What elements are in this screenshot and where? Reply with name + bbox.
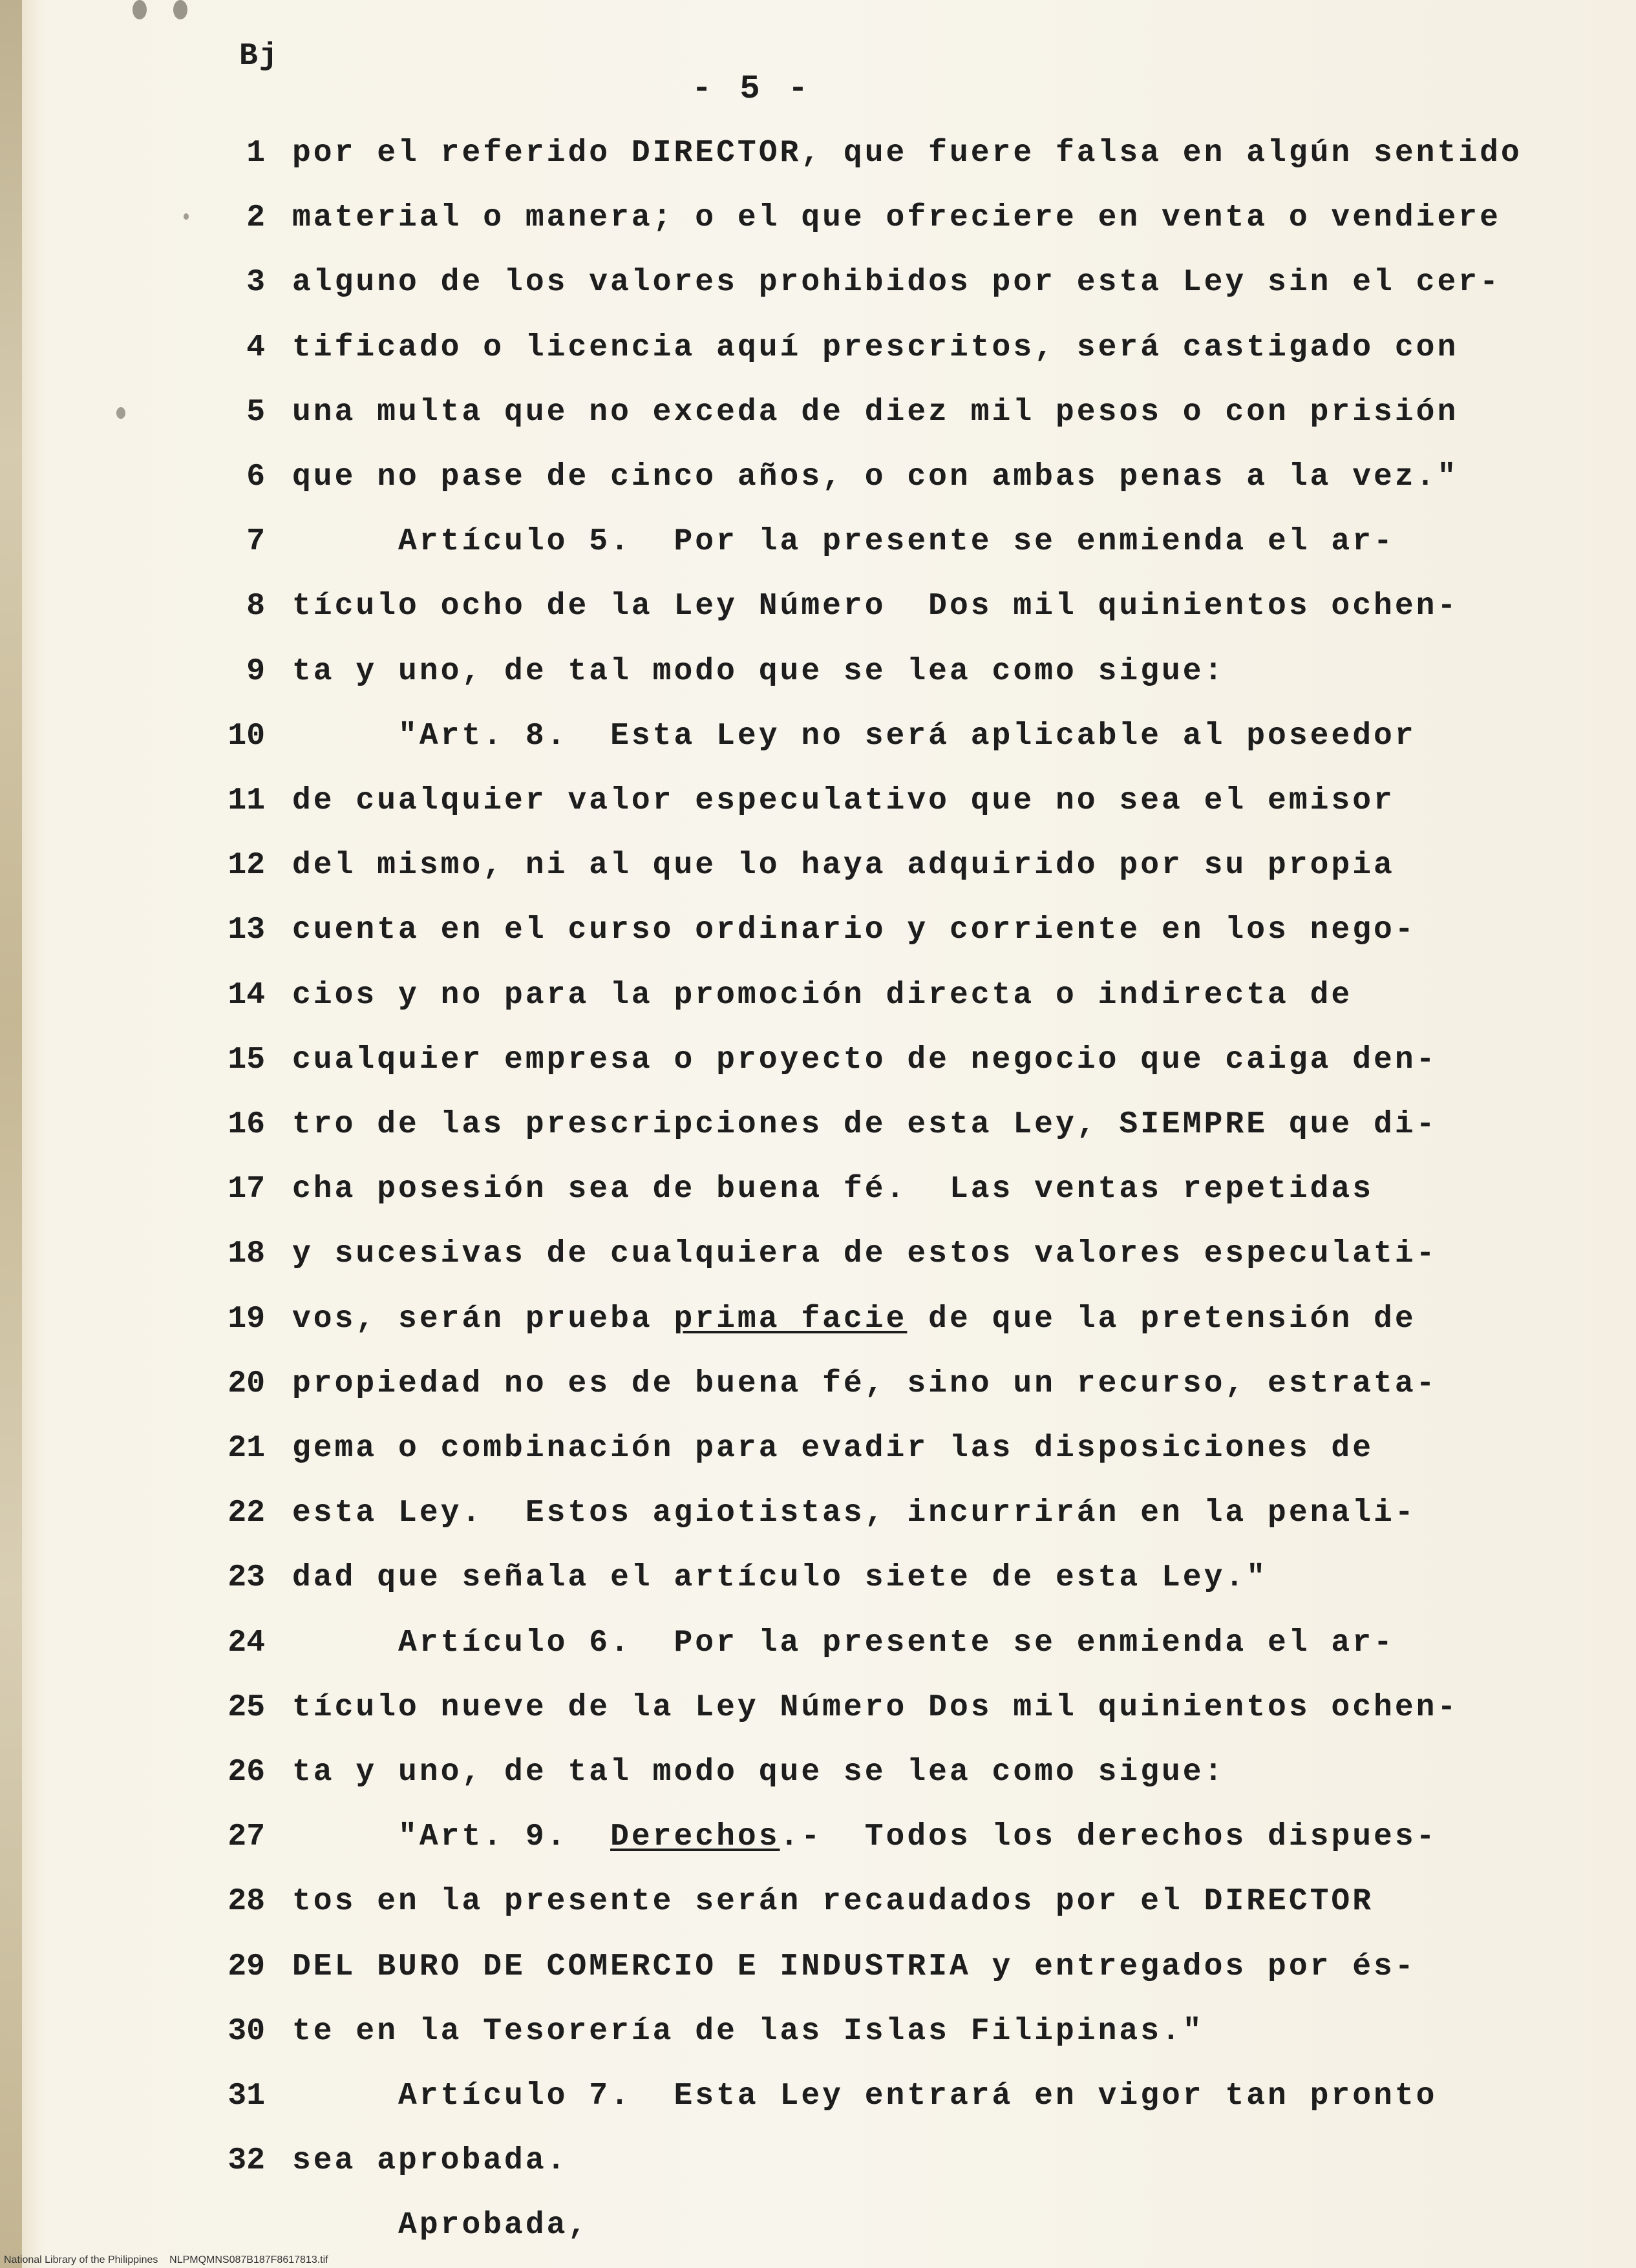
text-line: por el referido DIRECTOR, que fuere falsa en algún sentido bbox=[292, 136, 1522, 171]
line-number: 15 bbox=[228, 1043, 265, 1077]
line-number: 5 bbox=[246, 395, 265, 430]
line-number: 32 bbox=[228, 2143, 265, 2178]
text-line: esta Ley. Estos agiotistas, incurrirán en la penali- bbox=[292, 1496, 1416, 1531]
binding-hole-1 bbox=[133, 0, 147, 19]
line-number: 19 bbox=[228, 1302, 265, 1337]
line-number: 30 bbox=[228, 2014, 265, 2049]
text-line: del mismo, ni al que lo haya adquirido por su propia bbox=[292, 848, 1395, 883]
text-line: "Art. 8. Esta Ley no será aplicable al poseedor bbox=[292, 719, 1416, 754]
text-line bbox=[292, 1819, 1437, 1854]
text-line: cha posesión sea de buena fé. Las ventas repetidas bbox=[292, 1172, 1374, 1207]
line-number: 8 bbox=[246, 589, 265, 624]
text-line: Artículo 5. Por la presente se enmienda el ar- bbox=[292, 524, 1395, 559]
line-number: 6 bbox=[246, 460, 265, 494]
line-number: 25 bbox=[228, 1690, 265, 1725]
text-line: tículo ocho de la Ley Número Dos mil quinientos ochen- bbox=[292, 589, 1459, 624]
text-line: tro de las prescripciones de esta Ley, SIEMPRE que di- bbox=[292, 1107, 1438, 1142]
text-line: Artículo 7. Esta Ley entrará en vigor tan pronto bbox=[292, 2079, 1438, 2114]
underlined-term: prima facie bbox=[674, 1302, 908, 1337]
text-line: tificado o licencia aquí prescritos, será castigado con bbox=[292, 330, 1459, 365]
paper-speck bbox=[184, 213, 189, 220]
paper-edge bbox=[0, 0, 22, 2268]
text-segment: "Art. 9. bbox=[292, 1819, 611, 1854]
line-number: 29 bbox=[228, 1949, 265, 1984]
line-number: 31 bbox=[228, 2079, 265, 2114]
text-line: ta y uno, de tal modo que se lea como sigue: bbox=[292, 654, 1226, 689]
line-number: 24 bbox=[228, 1626, 265, 1660]
text-segment: de que la pretensión de bbox=[907, 1302, 1416, 1337]
text-line bbox=[292, 1302, 1416, 1337]
text-line: propiedad no es de buena fé, sino un recurso, estrata- bbox=[292, 1366, 1438, 1401]
line-number: 21 bbox=[228, 1431, 265, 1466]
line-number: 26 bbox=[228, 1755, 265, 1790]
line-number: 14 bbox=[228, 978, 265, 1013]
text-line: material o manera; o el que ofreciere en venta o vendiere bbox=[292, 200, 1501, 235]
underlined-term: Derechos bbox=[610, 1819, 780, 1854]
line-number: 13 bbox=[228, 913, 265, 948]
text-line: que no pase de cinco años, o con ambas penas a la vez." bbox=[292, 460, 1459, 494]
page-number: - 5 - bbox=[692, 70, 813, 108]
binding-hole-2 bbox=[173, 0, 187, 19]
text-line: y sucesivas de cualquiera de estos valores especulati- bbox=[292, 1236, 1438, 1271]
closing-approval: Aprobada, bbox=[292, 2208, 590, 2243]
text-segment: .- Todos los derechos dispues- bbox=[780, 1819, 1438, 1854]
line-number: 11 bbox=[228, 783, 265, 818]
scan-footer: National Library of the Philippines NLPMQMNS087B187F8617813.tif bbox=[4, 2254, 328, 2265]
line-number: 7 bbox=[246, 524, 265, 559]
text-line: DEL BURO DE COMERCIO E INDUSTRIA y entregados por és- bbox=[292, 1949, 1416, 1984]
text-line: tos en la presente serán recaudados por el DIRECTOR bbox=[292, 1884, 1374, 1919]
line-number: 27 bbox=[228, 1819, 265, 1854]
line-number: 20 bbox=[228, 1366, 265, 1401]
typist-initials: Bj bbox=[239, 39, 279, 74]
line-number: 18 bbox=[228, 1236, 265, 1271]
text-line: cios y no para la promoción directa o indirecta de bbox=[292, 978, 1353, 1013]
paper-speck bbox=[116, 407, 125, 419]
line-number: 17 bbox=[228, 1172, 265, 1207]
line-number: 22 bbox=[228, 1496, 265, 1531]
text-segment: vos, serán prueba bbox=[292, 1302, 674, 1337]
text-line: cualquier empresa o proyecto de negocio que caiga den- bbox=[292, 1043, 1438, 1077]
text-line: alguno de los valores prohibidos por esta Ley sin el cer- bbox=[292, 265, 1501, 300]
text-line: te en la Tesorería de las Islas Filipinas." bbox=[292, 2014, 1204, 2049]
line-number: 2 bbox=[246, 200, 265, 235]
line-number: 1 bbox=[246, 136, 265, 171]
text-line: cuenta en el curso ordinario y corriente en los nego- bbox=[292, 913, 1416, 948]
text-line: Artículo 6. Por la presente se enmienda el ar- bbox=[292, 1626, 1395, 1660]
text-line: una multa que no exceda de diez mil pesos o con prisión bbox=[292, 395, 1459, 430]
text-line: dad que señala el artículo siete de esta Ley." bbox=[292, 1560, 1268, 1595]
line-number: 16 bbox=[228, 1107, 265, 1142]
line-number: 10 bbox=[228, 719, 265, 754]
line-number: 28 bbox=[228, 1884, 265, 1919]
line-number: 12 bbox=[228, 848, 265, 883]
text-line: tículo nueve de la Ley Número Dos mil quinientos ochen- bbox=[292, 1690, 1459, 1725]
line-number: 23 bbox=[228, 1560, 265, 1595]
text-line: ta y uno, de tal modo que se lea como sigue: bbox=[292, 1755, 1226, 1790]
line-number: 4 bbox=[246, 330, 265, 365]
line-number: 3 bbox=[246, 265, 265, 300]
text-line: sea aprobada. bbox=[292, 2143, 568, 2178]
text-line: gema o combinación para evadir las disposiciones de bbox=[292, 1431, 1374, 1466]
text-line: de cualquier valor especulativo que no sea el emisor bbox=[292, 783, 1395, 818]
line-number: 9 bbox=[246, 654, 265, 689]
